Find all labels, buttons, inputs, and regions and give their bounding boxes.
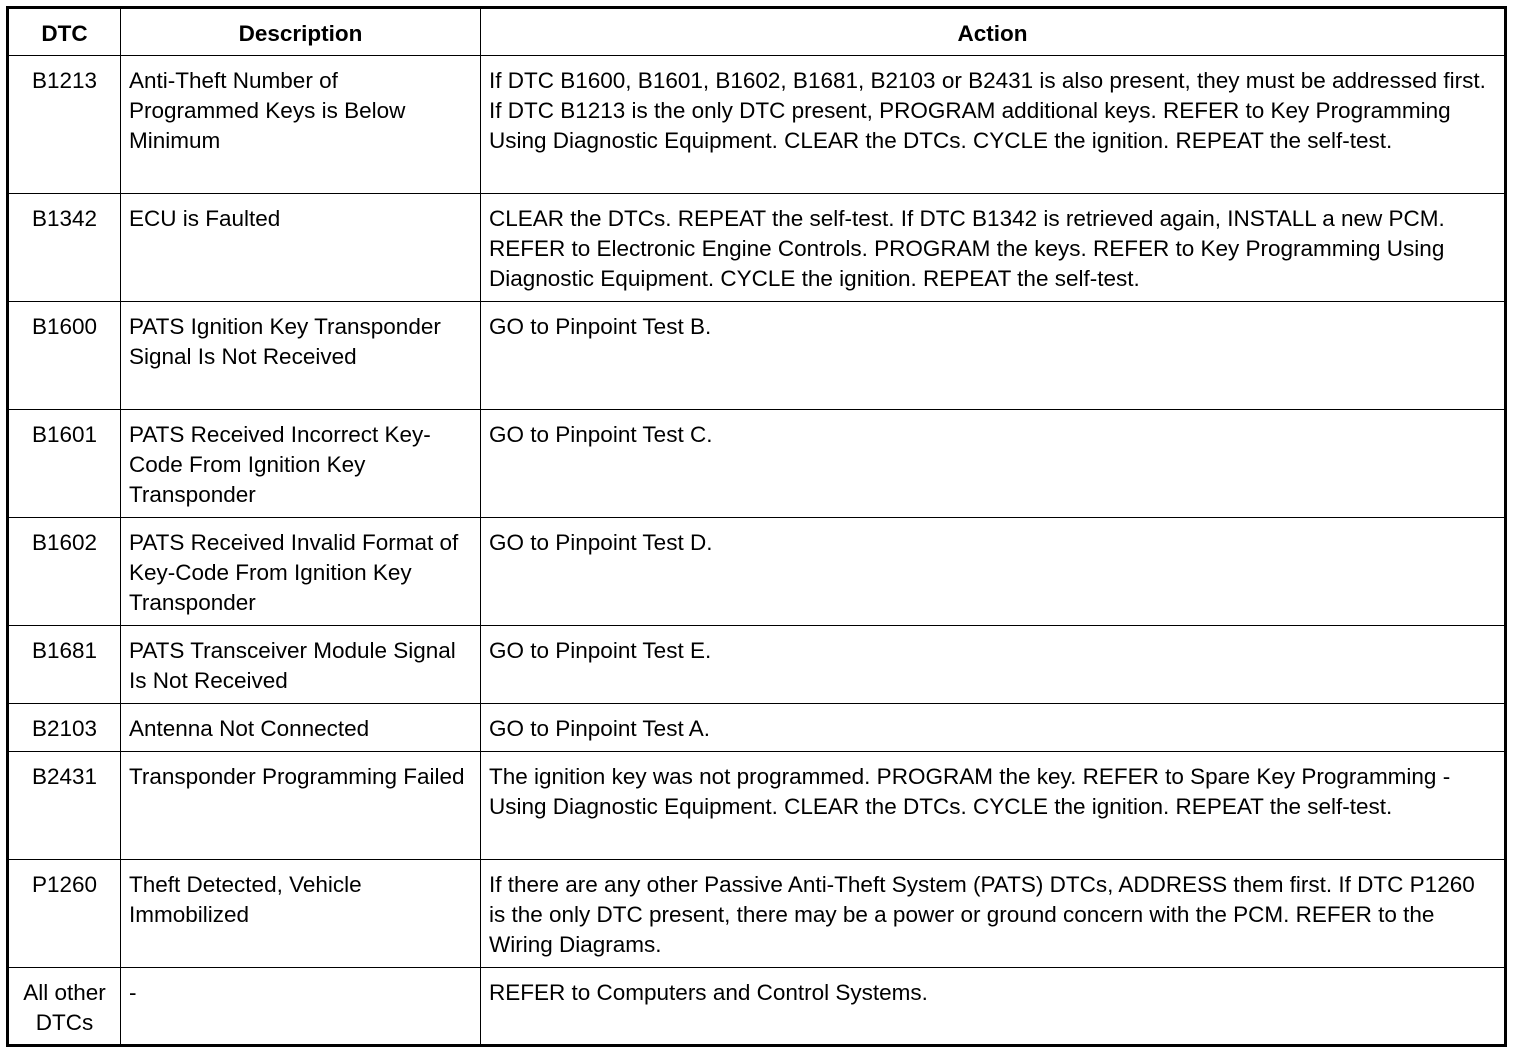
header-description: Description <box>121 8 481 56</box>
table-row <box>8 410 1506 518</box>
table-row <box>8 752 1506 860</box>
dtc-description: PATS Ignition Key Transponder Signal Is Not Received <box>121 302 481 410</box>
table-row <box>8 704 1506 752</box>
dtc-action: REFER to Computers and Control Systems. <box>481 968 1506 1046</box>
dtc-description: PATS Transceiver Module Signal Is Not Received <box>121 626 481 704</box>
table-row <box>8 860 1506 968</box>
table-row <box>8 518 1506 626</box>
header-dtc: DTC <box>8 8 121 56</box>
dtc-action: If DTC B1600, B1601, B1602, B1681, B2103 or B2431 is also present, they must be addressed first. If DTC B1213 is the only DTC present, PROGRAM additional keys. REFER to Key Programming Using Diagnostic Equipment. CLEAR the DTCs. CYCLE the ignition. REPEAT the self-test. <box>481 56 1506 194</box>
dtc-description: PATS Received Invalid Format of Key-Code From Ignition Key Transponder <box>121 518 481 626</box>
dtc-action: GO to Pinpoint Test A. <box>481 704 1506 752</box>
header-action: Action <box>481 8 1506 56</box>
dtc-code: B1601 <box>8 410 121 518</box>
dtc-description: Theft Detected, Vehicle Immobilized <box>121 860 481 968</box>
dtc-description: - <box>121 968 481 1046</box>
dtc-code: B2431 <box>8 752 121 860</box>
dtc-description: Transponder Programming Failed <box>121 752 481 860</box>
dtc-action: GO to Pinpoint Test C. <box>481 410 1506 518</box>
dtc-code: B1213 <box>8 56 121 194</box>
table-row <box>8 968 1506 1046</box>
dtc-code: B2103 <box>8 704 121 752</box>
table-row <box>8 626 1506 704</box>
dtc-action: GO to Pinpoint Test D. <box>481 518 1506 626</box>
dtc-action: CLEAR the DTCs. REPEAT the self-test. If DTC B1342 is retrieved again, INSTALL a new PCM. REFER to Electronic Engine Controls. PROGRAM the keys. REFER to Key Programming Using Diagnostic Equipment. CYCLE the ignition. REPEAT the self-test. <box>481 194 1506 302</box>
table-row <box>8 56 1506 194</box>
dtc-code: B1681 <box>8 626 121 704</box>
dtc-table <box>6 6 1507 1047</box>
dtc-action: The ignition key was not programmed. PROGRAM the key. REFER to Spare Key Programming - Using Diagnostic Equipment. CLEAR the DTCs. CYCLE the ignition. REPEAT the self-test. <box>481 752 1506 860</box>
dtc-action: GO to Pinpoint Test B. <box>481 302 1506 410</box>
dtc-code: P1260 <box>8 860 121 968</box>
dtc-description: Anti-Theft Number of Programmed Keys is Below Minimum <box>121 56 481 194</box>
table-row <box>8 302 1506 410</box>
dtc-action: If there are any other Passive Anti-Theft System (PATS) DTCs, ADDRESS them first. If DTC P1260 is the only DTC present, there may be a power or ground concern with the PCM. REFER to the Wiring Diagrams. <box>481 860 1506 968</box>
dtc-description: Antenna Not Connected <box>121 704 481 752</box>
header-row <box>8 8 1506 56</box>
dtc-description: PATS Received Incorrect Key-Code From Ignition Key Transponder <box>121 410 481 518</box>
table-row <box>8 194 1506 302</box>
dtc-description: ECU is Faulted <box>121 194 481 302</box>
dtc-code: B1602 <box>8 518 121 626</box>
dtc-code: B1600 <box>8 302 121 410</box>
dtc-code: All other DTCs <box>8 968 121 1046</box>
dtc-code: B1342 <box>8 194 121 302</box>
dtc-action: GO to Pinpoint Test E. <box>481 626 1506 704</box>
